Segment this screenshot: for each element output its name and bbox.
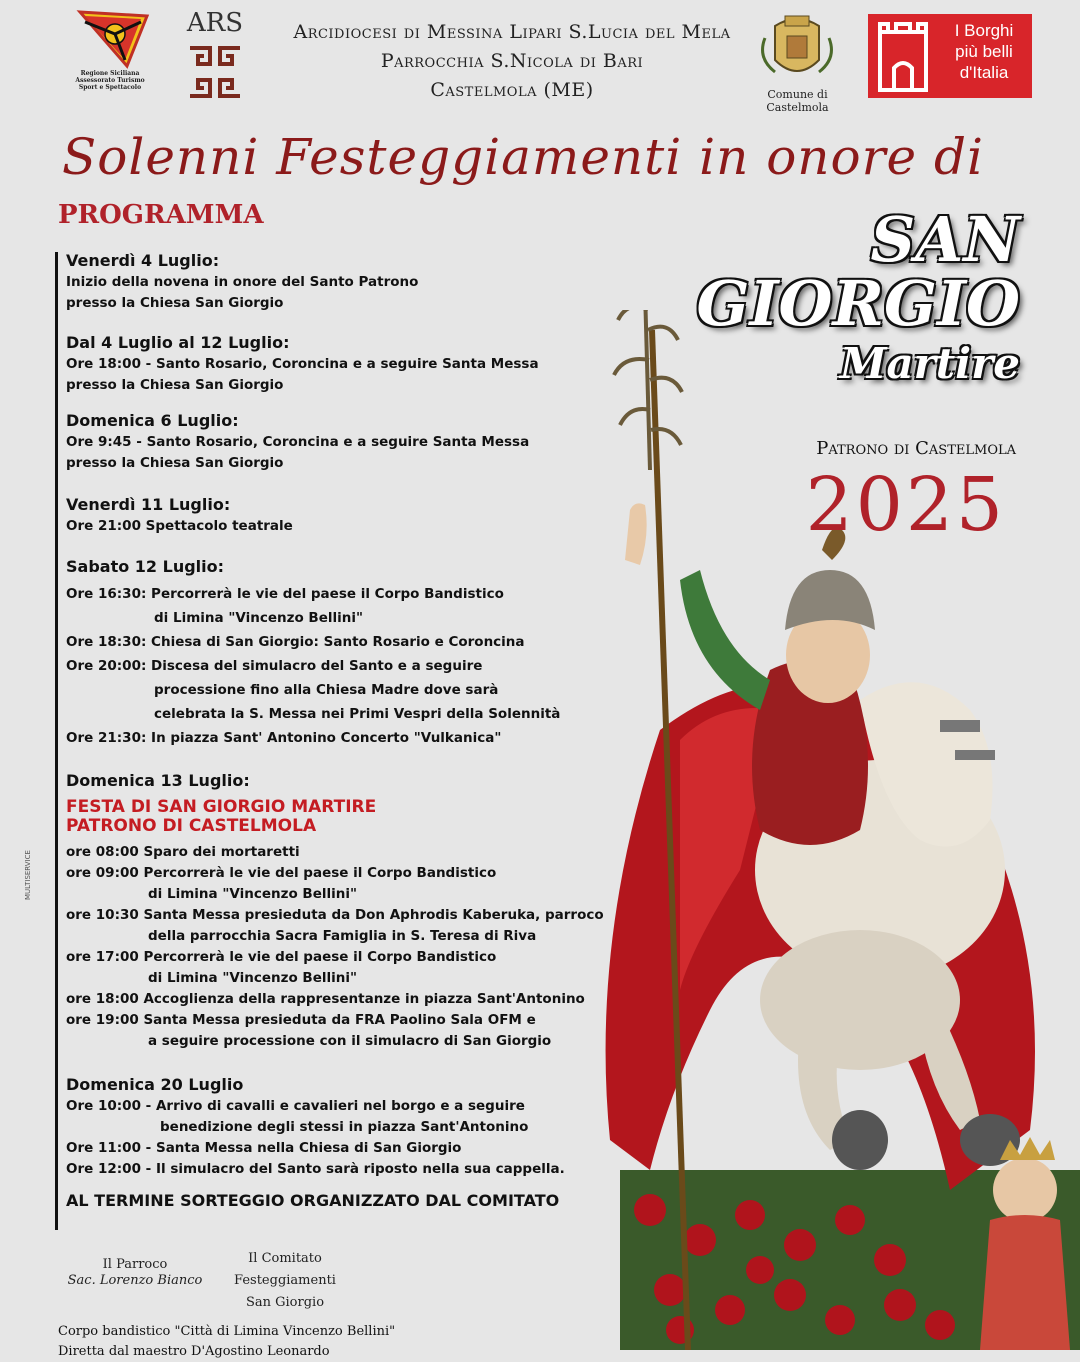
schedule-line: Ore 10:00 - Arrivo di cavalli e cavalieri nel borgo e a seguire <box>66 1098 525 1114</box>
diocese-line: Arcidiocesi di Messina Lipari S.Lucia del Mela <box>293 21 731 43</box>
year-label: 2025 <box>805 462 1006 548</box>
schedule-line: Ore 18:00 - Santo Rosario, Coroncina e a seguire Santa Messa <box>66 356 539 372</box>
schedule-line: di Limina "Vincenzo Bellini" <box>148 970 358 986</box>
schedule-line: presso la Chiesa San Giorgio <box>66 295 284 311</box>
schedule-line: Ore 18:30: Chiesa di San Giorgio: Santo Rosario e Coroncina <box>66 634 525 650</box>
schedule-line: celebrata la S. Messa nei Primi Vespri della Solennità <box>154 706 561 722</box>
schedule-line: presso la Chiesa San Giorgio <box>66 377 284 393</box>
ars-logo <box>180 8 250 100</box>
borghi-line-2: più belli <box>955 42 1013 61</box>
closing-note: AL TERMINE SORTEGGIO ORGANIZZATO DAL COMITATO <box>66 1191 560 1210</box>
sicilia-caption-1: Regione Siciliana <box>80 70 140 77</box>
schedule-line: ore 10:30 Santa Messa presieduta da Don Aphrodis Kaberuka, parroco <box>66 907 604 923</box>
schedule-block <box>66 250 666 332</box>
schedule-line: presso la Chiesa San Giorgio <box>66 455 284 471</box>
regione-siciliana-logo <box>55 8 165 100</box>
schedule-block <box>66 770 666 1074</box>
schedule-line: ore 19:00 Santa Messa presieduta da FRA Paolino Sala OFM e <box>66 1012 536 1028</box>
programma-heading: PROGRAMMA <box>58 200 264 230</box>
schedule-line: Ore 12:00 - Il simulacro del Santo sarà riposto nella sua cappella. <box>66 1161 565 1177</box>
schedule-line: benedizione degli stessi in piazza Sant'Antonino <box>160 1119 529 1135</box>
parroco-name: Sac. Lorenzo Bianco <box>67 1273 203 1288</box>
parroco-signature <box>50 1255 220 1291</box>
comune-logo <box>735 8 860 114</box>
schedule-day: Venerdì 11 Luglio: <box>66 495 231 514</box>
schedule-block <box>66 332 666 410</box>
schedule-line: Ore 20:00: Discesa del simulacro del Santo e a seguire <box>66 658 483 674</box>
parish-line: Parrocchia S.Nicola di Bari <box>380 50 644 72</box>
borghi-line-1: I Borghi <box>954 21 1014 40</box>
schedule-day: Dal 4 Luglio al 12 Luglio: <box>66 333 290 352</box>
town-line: Castelmola (ME) <box>430 79 594 101</box>
schedule-line: processione fino alla Chiesa Madre dove sarà <box>154 682 499 698</box>
timeline-divider <box>55 252 58 1230</box>
schedule-day: Venerdì 4 Luglio: <box>66 251 220 270</box>
borghi-line-3: d'Italia <box>959 63 1009 82</box>
schedule-line: di Limina "Vincenzo Bellini" <box>148 886 358 902</box>
parroco-title: Il Parroco <box>102 1257 168 1272</box>
schedule-block <box>66 410 666 494</box>
schedule-line: Ore 16:30: Percorrerà le vie del paese il Corpo Bandistico <box>66 586 504 602</box>
schedule-line: della parrocchia Sacra Famiglia in S. Teresa di Riva <box>148 928 537 944</box>
schedule-block <box>66 1074 666 1190</box>
coat-of-arms-icon <box>735 8 860 86</box>
schedule-line: Inizio della novena in onore del Santo Patrono <box>66 274 419 290</box>
band-credit-line-1: Corpo bandistico "Città di Limina Vincenzo Bellini" <box>58 1324 396 1339</box>
comune-caption: Comune di Castelmola <box>766 88 829 114</box>
saint-name-block <box>640 203 1020 388</box>
band-credit-line-2: Diretta dal maestro D'Agostino Leonardo <box>58 1344 330 1359</box>
schedule-line: ore 18:00 Accoglienza della rappresentanze in piazza Sant'Antonino <box>66 991 585 1007</box>
comitato-line-1: Il Comitato <box>248 1251 322 1266</box>
schedule-line: Ore 21:30: In piazza Sant' Antonino Concerto "Vulkanica" <box>66 730 502 746</box>
sicilia-caption-2: Assessorato Turismo <box>75 77 145 84</box>
program-schedule <box>66 250 666 1212</box>
schedule-line: ore 08:00 Sparo dei mortaretti <box>66 844 300 860</box>
borghi-logo <box>868 14 1032 98</box>
schedule-line: ore 09:00 Percorrerà le vie del paese il Corpo Bandistico <box>66 865 497 881</box>
schedule-day: Domenica 13 Luglio: <box>66 771 250 790</box>
ars-label: ARS <box>186 8 244 38</box>
schedule-line: a seguire processione con il simulacro di San Giorgio <box>148 1033 552 1049</box>
schedule-line: di Limina "Vincenzo Bellini" <box>154 610 364 626</box>
comitato-line-2: Festeggiamenti <box>234 1273 336 1288</box>
saint-name-san: SAN <box>870 203 1020 276</box>
comitato-line-3: San Giorgio <box>245 1295 325 1310</box>
schedule-line: Ore 21:00 Spettacolo teatrale <box>66 518 293 534</box>
event-title: Solenni Festeggiamenti in onore di <box>62 128 984 186</box>
saint-name-giorgio: GIORGIO <box>696 267 1020 340</box>
schedule-day: Domenica 20 Luglio <box>66 1075 244 1094</box>
festa-subheading: PATRONO DI CASTELMOLA <box>66 816 317 836</box>
saint-name-martire: Martire <box>839 339 1020 388</box>
schedule-day: Domenica 6 Luglio: <box>66 411 239 430</box>
schedule-line: Ore 11:00 - Santa Messa nella Chiesa di San Giorgio <box>66 1140 462 1156</box>
schedule-block <box>66 494 666 556</box>
schedule-block <box>66 556 666 770</box>
printer-credit: MULTISERVICE <box>24 850 32 900</box>
diocese-header <box>262 18 762 105</box>
trinacria-icon <box>55 8 165 70</box>
comitato-signature <box>210 1248 360 1314</box>
schedule-line: ore 17:00 Percorrerà le vie del paese il Corpo Bandistico <box>66 949 497 965</box>
patrono-subtitle: Patrono di Castelmola <box>816 438 1016 459</box>
band-credit <box>58 1322 395 1362</box>
sicilia-caption-3: Sport e Spettacolo <box>78 84 142 91</box>
festa-heading: FESTA DI SAN GIORGIO MARTIRE <box>66 797 377 817</box>
schedule-day: Sabato 12 Luglio: <box>66 557 225 576</box>
spiral-icon <box>180 42 250 102</box>
schedule-line: Ore 9:45 - Santo Rosario, Coroncina e a seguire Santa Messa <box>66 434 530 450</box>
castle-icon <box>868 14 938 98</box>
